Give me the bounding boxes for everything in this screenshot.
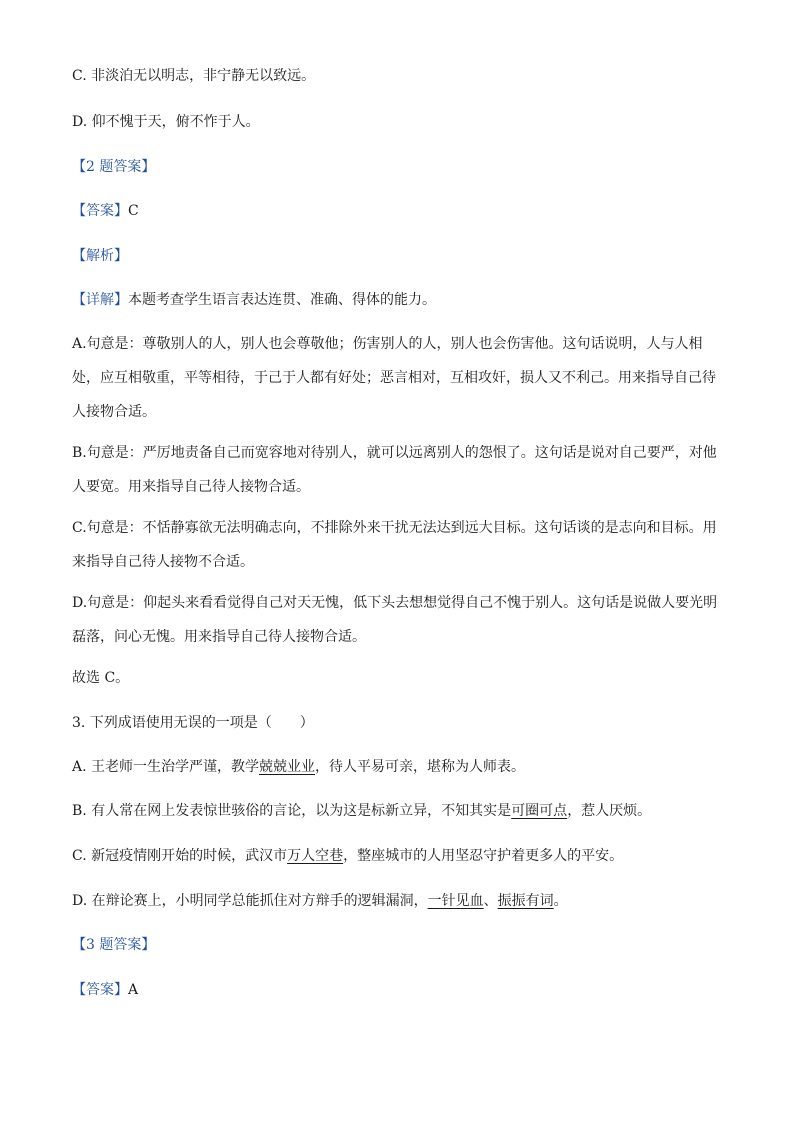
- q2-answer-line: [72, 201, 139, 221]
- q2-conclusion: 故选 C。: [72, 670, 130, 686]
- q2-answer-heading: 【2 题答案】: [72, 159, 156, 175]
- q2-analysis-heading: 【解析】: [72, 248, 128, 264]
- q3-option-d-pre: D. 在辩论赛上，小明同学总能抓住对方辩手的逻辑漏洞，: [72, 893, 428, 909]
- q3-option-b-idiom: 可圈可点: [511, 803, 568, 819]
- q2-explain-b: [72, 436, 722, 504]
- q2-explain-a-line: 处，应互相敬重，平等相待，于己于人都有好处；恶言相对，互相攻奸，损人又不利己。用来指导自己待: [72, 370, 716, 386]
- q2-option-d: D. 仰不愧于天，俯不怍于人。: [72, 114, 260, 130]
- q3-option-a-post: ，待人平易可亲，堪称为人师表。: [315, 759, 526, 775]
- q3-answer-tag: 【答案】: [72, 982, 128, 998]
- q3-answer-heading: 【3 题答案】: [72, 937, 156, 953]
- q2-detail-tag: 【详解】: [72, 292, 128, 308]
- q3-option-d-sep: 、: [483, 893, 498, 909]
- q2-explain-c-line: C.句意是：不恬静寡欲无法明确志向，不排除外来干扰无法达到远大目标。这句话谈的是志向和目标。用: [72, 520, 717, 536]
- q3-option-c-idiom: 万人空巷: [287, 848, 344, 864]
- q3-option-b-pre: B. 有人常在网上发表惊世骇俗的言论，以为这是标新立异，不知其实是: [72, 803, 512, 819]
- q2-detail-text: 本题考查学生语言表达连贯、准确、得体的能力。: [128, 292, 436, 308]
- q2-answer-value: C: [128, 203, 139, 219]
- q3-option-c: [72, 846, 623, 866]
- q3-option-a-pre: A. 王老师一生治学严谨，教学: [72, 759, 260, 775]
- q3-option-a-idiom: 兢兢业业: [259, 759, 316, 775]
- q2-explain-c-line: 来指导自己待人接物不合适。: [72, 554, 254, 570]
- q2-explain-d-line: 磊落，问心无愧。用来指导自己待人接物合适。: [72, 629, 366, 645]
- q2-answer-tag: 【答案】: [72, 203, 128, 219]
- q3-option-c-post: ，整座城市的人用坚忍守护着更多人的平安。: [343, 848, 624, 864]
- q3-answer-line: [72, 980, 138, 1000]
- q2-explain-b-line: 人要宽。用来指导自己待人接物合适。: [72, 479, 310, 495]
- q2-explain-d-line: D.句意是：仰起头来看看觉得自己对天无愧，低下头去想想觉得自己不愧于别人。这句话是说做人要光明: [72, 595, 718, 611]
- q2-explain-c: [72, 511, 722, 579]
- q3-option-c-pre: C. 新冠疫情刚开始的时候，武汉市: [72, 848, 288, 864]
- q3-answer-value: A: [128, 982, 139, 998]
- q2-detail-line: [72, 290, 436, 310]
- q3-option-d-idiom-2: 振振有词: [497, 893, 554, 909]
- q2-explain-a: [72, 327, 722, 429]
- q2-explain-a-line: A.句意是：尊敬别人的人，别人也会尊敬他；伤害别人的人，别人也会伤害他。这句话说明，人与人相: [72, 336, 703, 352]
- q3-option-d-post: 。: [553, 893, 568, 909]
- q2-option-c: C. 非淡泊无以明志，非宁静无以致远。: [72, 68, 316, 84]
- q3-option-d-idiom-1: 一针见血: [427, 893, 484, 909]
- q2-explain-d: [72, 586, 722, 654]
- q2-explain-b-line: B.句意是：严厉地责备自己而宽容地对待别人，就可以远离别人的怨恨了。这句话是说对自己要严，对他: [72, 445, 717, 461]
- q3-question: 3. 下列成语使用无误的一项是（ ）: [72, 715, 314, 731]
- q3-option-d: [72, 891, 568, 911]
- q2-explain-a-line: 人接物合适。: [72, 404, 156, 420]
- q3-option-b-post: ，惹人厌烦。: [567, 803, 652, 819]
- q3-option-a: [72, 757, 525, 777]
- q3-option-b: [72, 801, 651, 821]
